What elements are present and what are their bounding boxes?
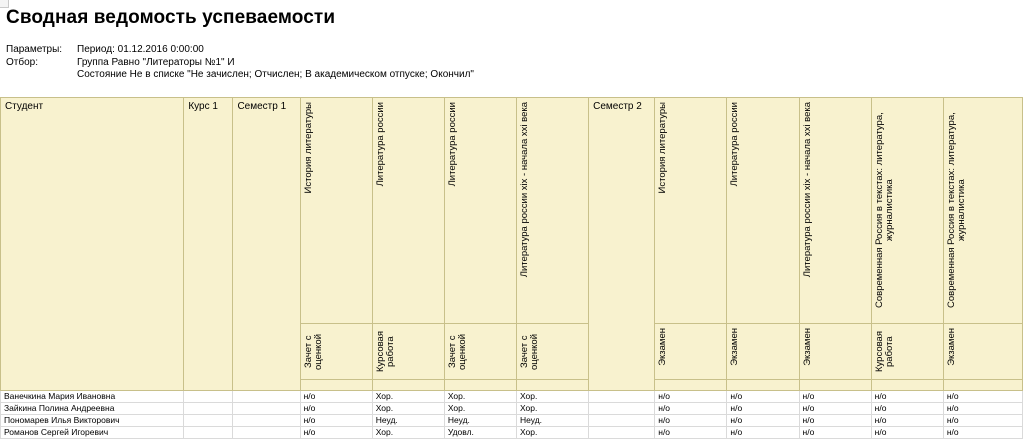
course-cell: [184, 415, 233, 427]
table-row: [1, 427, 1023, 439]
grade-cell: н/о: [943, 403, 1022, 415]
control-type-header: [727, 324, 799, 380]
table-row: [1, 403, 1023, 415]
semester-2-cell: [589, 415, 655, 427]
subject-label: Литература россии: [446, 102, 458, 187]
grade-cell: н/о: [943, 391, 1022, 403]
subject-label: Литература россии: [374, 102, 386, 187]
grade-cell: н/о: [727, 415, 799, 427]
grade-cell: н/о: [799, 415, 871, 427]
table-row: [1, 391, 1023, 403]
semester-1-cell: [233, 391, 300, 403]
control-type-label: Курсовая работа: [873, 331, 895, 373]
student-name: Пономарев Илья Викторович: [1, 415, 184, 427]
subject-header: [799, 98, 871, 324]
subject-header: [300, 98, 372, 324]
control-type-label: Зачет с оценкой: [446, 334, 468, 371]
control-type-label: Экзамен: [801, 328, 813, 366]
control-type-label: Зачет с оценкой: [302, 334, 324, 371]
grade-cell: н/о: [799, 427, 871, 439]
grade-cell: н/о: [871, 391, 943, 403]
course-cell: [184, 403, 233, 415]
table-row: [1, 415, 1023, 427]
subject-label: Литература россии xix - начала xxi века: [518, 102, 530, 278]
subject-header: [871, 98, 943, 324]
subject-label: Современная Россия в текстах: литература, журналистика: [945, 112, 967, 309]
subject-header: [943, 98, 1022, 324]
control-type-header: [871, 324, 943, 380]
semester-1-cell: [233, 403, 300, 415]
subject-header: [727, 98, 799, 324]
grade-cell: н/о: [871, 427, 943, 439]
control-type-header: [516, 324, 588, 380]
grade-cell: Неуд.: [516, 415, 588, 427]
semester-1-cell: [233, 415, 300, 427]
filter-group-condition: Группа Равно "Литераторы №1" И: [77, 56, 235, 68]
subject-label: История литературы: [302, 102, 314, 194]
grade-cell: н/о: [655, 403, 727, 415]
grades-table: [0, 97, 1023, 439]
grade-cell: н/о: [300, 415, 372, 427]
subject-header: [372, 98, 444, 324]
report-parameters: [6, 44, 474, 82]
subject-header: [444, 98, 516, 324]
grade-cell: Хор.: [372, 391, 444, 403]
header-row-subjects: [1, 98, 1023, 324]
subject-header: [655, 98, 727, 324]
control-type-header: [372, 324, 444, 380]
grade-cell: н/о: [727, 391, 799, 403]
control-type-header: [300, 324, 372, 380]
params-row: [6, 44, 474, 57]
grade-cell: Хор.: [444, 391, 516, 403]
control-type-label: Экзамен: [945, 328, 957, 366]
header-semester-2: Семестр 2: [589, 98, 655, 391]
course-cell: [184, 427, 233, 439]
grade-cell: н/о: [727, 427, 799, 439]
grade-cell: Хор.: [444, 403, 516, 415]
grade-cell: Неуд.: [444, 415, 516, 427]
filter-state-condition: Состояние Не в списке "Не зачислен; Отчислен; В академическом отпуске; Окончил": [77, 69, 474, 80]
grade-cell: Неуд.: [372, 415, 444, 427]
filter-row: [6, 57, 474, 70]
subject-header: [516, 98, 588, 324]
params-label: Параметры:: [6, 44, 63, 55]
grade-cell: н/о: [943, 415, 1022, 427]
grade-cell: Хор.: [516, 403, 588, 415]
control-type-header: [655, 324, 727, 380]
grade-cell: н/о: [871, 403, 943, 415]
grade-cell: н/о: [655, 415, 727, 427]
filter-label: Отбор:: [6, 56, 38, 68]
grade-cell: Хор.: [516, 427, 588, 439]
period-value: Период: 01.12.2016 0:00:00: [77, 44, 204, 55]
subject-label: Литература россии: [729, 102, 741, 187]
grade-cell: н/о: [871, 415, 943, 427]
semester-2-cell: [589, 403, 655, 415]
student-name: Зайкина Полина Андреевна: [1, 403, 184, 415]
grade-cell: Хор.: [516, 391, 588, 403]
grade-cell: н/о: [655, 391, 727, 403]
control-type-label: Экзамен: [657, 328, 669, 366]
grade-cell: н/о: [300, 427, 372, 439]
student-name: Ванечкина Мария Ивановна: [1, 391, 184, 403]
semester-2-cell: [589, 427, 655, 439]
control-type-header: [799, 324, 871, 380]
semester-2-cell: [589, 391, 655, 403]
grade-cell: Хор.: [372, 427, 444, 439]
control-type-header: [943, 324, 1022, 380]
control-type-label: Экзамен: [729, 328, 741, 366]
grade-cell: н/о: [799, 391, 871, 403]
grade-cell: н/о: [799, 403, 871, 415]
grade-cell: Удовл.: [444, 427, 516, 439]
control-type-header: [444, 324, 516, 380]
grade-cell: н/о: [943, 427, 1022, 439]
semester-1-cell: [233, 427, 300, 439]
grade-cell: н/о: [300, 403, 372, 415]
grade-cell: н/о: [300, 391, 372, 403]
grade-cell: н/о: [655, 427, 727, 439]
grade-cell: н/о: [727, 403, 799, 415]
control-type-label: Зачет с оценкой: [518, 334, 540, 371]
control-type-label: Курсовая работа: [374, 331, 396, 373]
header-course: Курс 1: [184, 98, 233, 391]
grade-cell: Хор.: [372, 403, 444, 415]
filter-row-2: [6, 69, 474, 82]
header-student: Студент: [1, 98, 184, 391]
page-title: Сводная ведомость успеваемости: [6, 7, 336, 28]
course-cell: [184, 391, 233, 403]
subject-label: История литературы: [657, 102, 669, 194]
subject-label: Литература россии xix - начала xxi века: [801, 102, 813, 278]
header-semester-1: Семестр 1: [233, 98, 300, 391]
student-name: Романов Сергей Игоревич: [1, 427, 184, 439]
subject-label: Современная Россия в текстах: литература, журналистика: [873, 112, 895, 309]
